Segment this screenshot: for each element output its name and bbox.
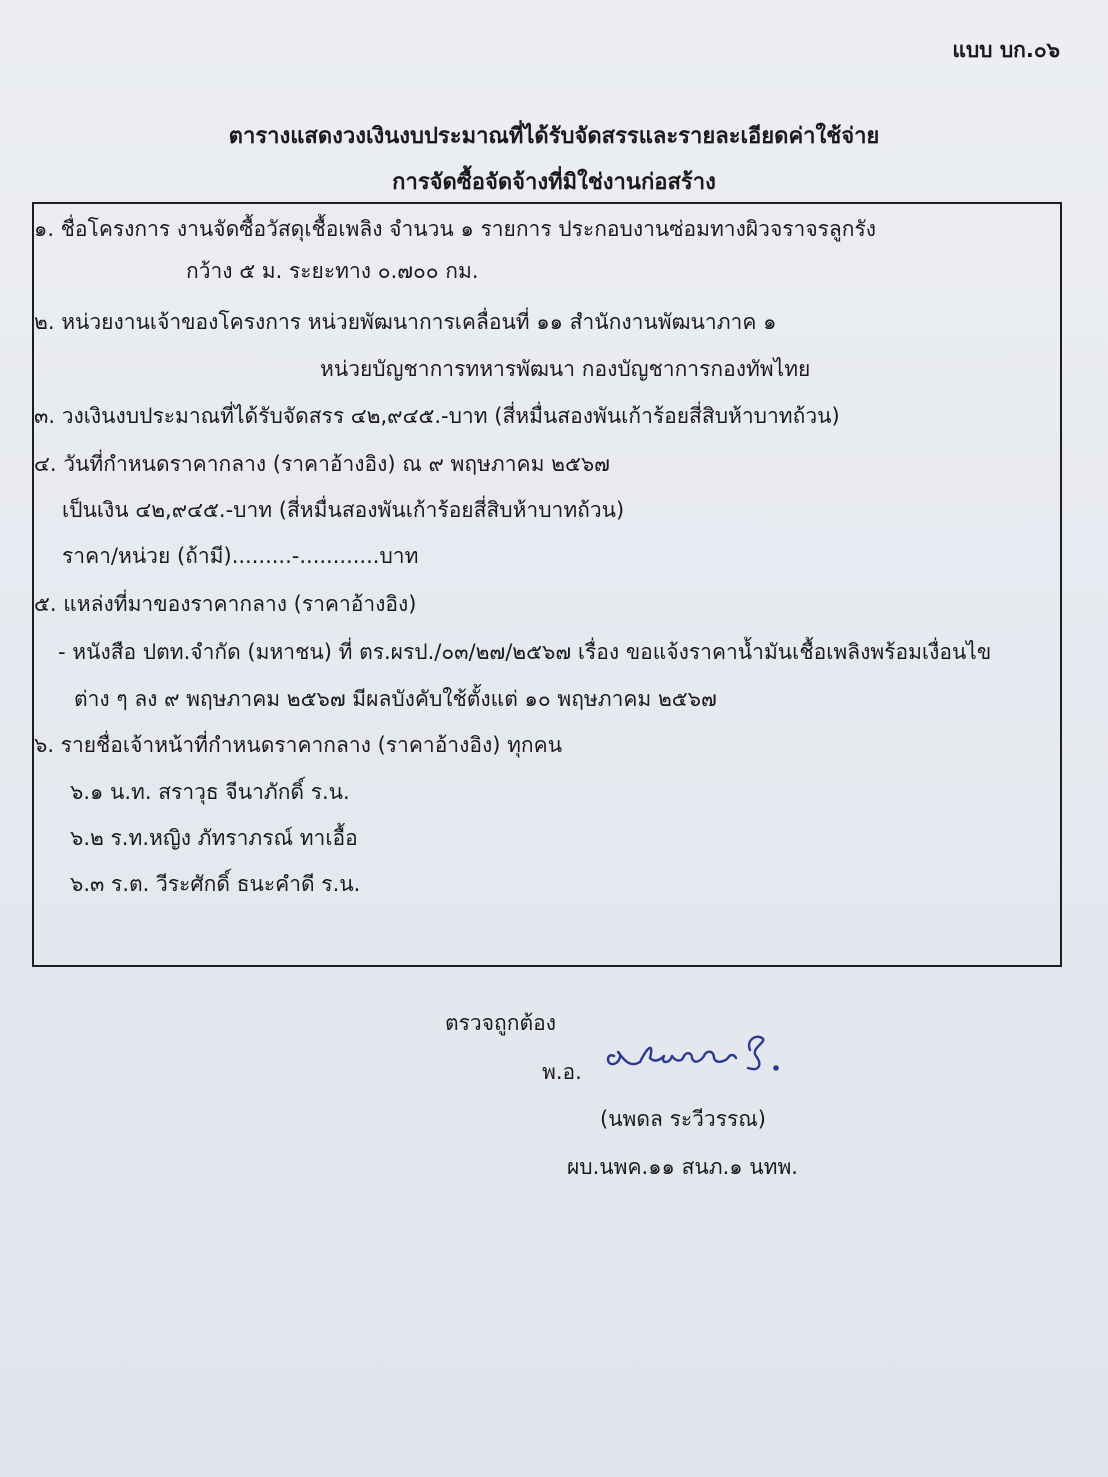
form-code: แบบ บก.๐๖: [952, 38, 1060, 62]
item6-committee-heading: ๖. รายชื่อเจ้าหน้าที่กำหนดราคากลาง (ราคาอ้างอิง) ทุกคน: [34, 733, 563, 757]
item4-amount: เป็นเงิน ๔๒,๙๔๕.-บาท (สี่หมื่นสองพันเก้าร้อยสี่สิบห้าบาทถ้วน): [62, 498, 625, 522]
item6-member-1: ๖.๑ น.ท. สราวุธ จีนาภักดิ์ ร.น.: [70, 780, 350, 804]
item1-project-name: ๑. ชื่อโครงการ งานจัดซื้อวัสดุเชื้อเพลิง จำนวน ๑ รายการ ประกอบงานซ่อมทางผิวจราจรลูกรัง: [34, 217, 877, 241]
checked-label: ตรวจถูกต้อง: [445, 1011, 556, 1035]
item4-unit-price: ราคา/หน่วย (ถ้ามี).........-............บาท: [62, 544, 419, 568]
item6-member-3: ๖.๓ ร.ต. วีระศักดิ์ ธนะคำดี ร.น.: [70, 872, 361, 896]
document-title-line1: ตารางแสดงวงเงินงบประมาณที่ได้รับจัดสรรและรายละเอียดค่าใช้จ่าย: [228, 124, 880, 149]
signer-name: (นพดล ระวีวรรณ): [600, 1107, 766, 1131]
signer-rank: พ.อ.: [542, 1060, 582, 1084]
handwritten-signature: [600, 1022, 790, 1082]
signer-position: ผบ.นพค.๑๑ สนภ.๑ นทพ.: [567, 1155, 798, 1179]
item4-reference-date: ๔. วันที่กำหนดราคากลาง (ราคาอ้างอิง) ณ ๙ พฤษภาคม ๒๕๖๗: [34, 452, 610, 476]
item1-project-scope: กว้าง ๕ ม. ระยะทาง ๐.๗๐๐ กม.: [186, 259, 479, 283]
item5-letter: - หนังสือ ปตท.จำกัด (มหาชน) ที่ ตร.ผรป./๐๓/๒๗/๒๕๖๗ เรื่อง ขอแจ้งราคาน้ำมันเชื้อเพลิงพร้อมเงื่อนไข: [58, 640, 992, 664]
item2-owner-command: หน่วยบัญชาการทหารพัฒนา กองบัญชาการกองทัพไทย: [320, 357, 811, 381]
item3-budget: ๓. วงเงินงบประมาณที่ได้รับจัดสรร ๔๒,๙๔๕.-บาท (สี่หมื่นสองพันเก้าร้อยสี่สิบห้าบาทถ้วน): [34, 404, 840, 428]
item5-letter-date: ต่าง ๆ ลง ๙ พฤษภาคม ๒๕๖๗ มีผลบังคับใช้ตั้งแต่ ๑๐ พฤษภาคม ๒๕๖๗: [74, 687, 717, 711]
document-title-line2: การจัดซื้อจัดจ้างที่มิใช่งานก่อสร้าง: [392, 170, 716, 195]
item2-owner-unit: ๒. หน่วยงานเจ้าของโครงการ หน่วยพัฒนาการเคลื่อนที่ ๑๑ สำนักงานพัฒนาภาค ๑: [34, 310, 777, 334]
item6-member-2: ๖.๒ ร.ท.หญิง ภัทราภรณ์ ทาเอื้อ: [70, 826, 358, 850]
item5-price-source: ๕. แหล่งที่มาของราคากลาง (ราคาอ้างอิง): [34, 592, 417, 616]
